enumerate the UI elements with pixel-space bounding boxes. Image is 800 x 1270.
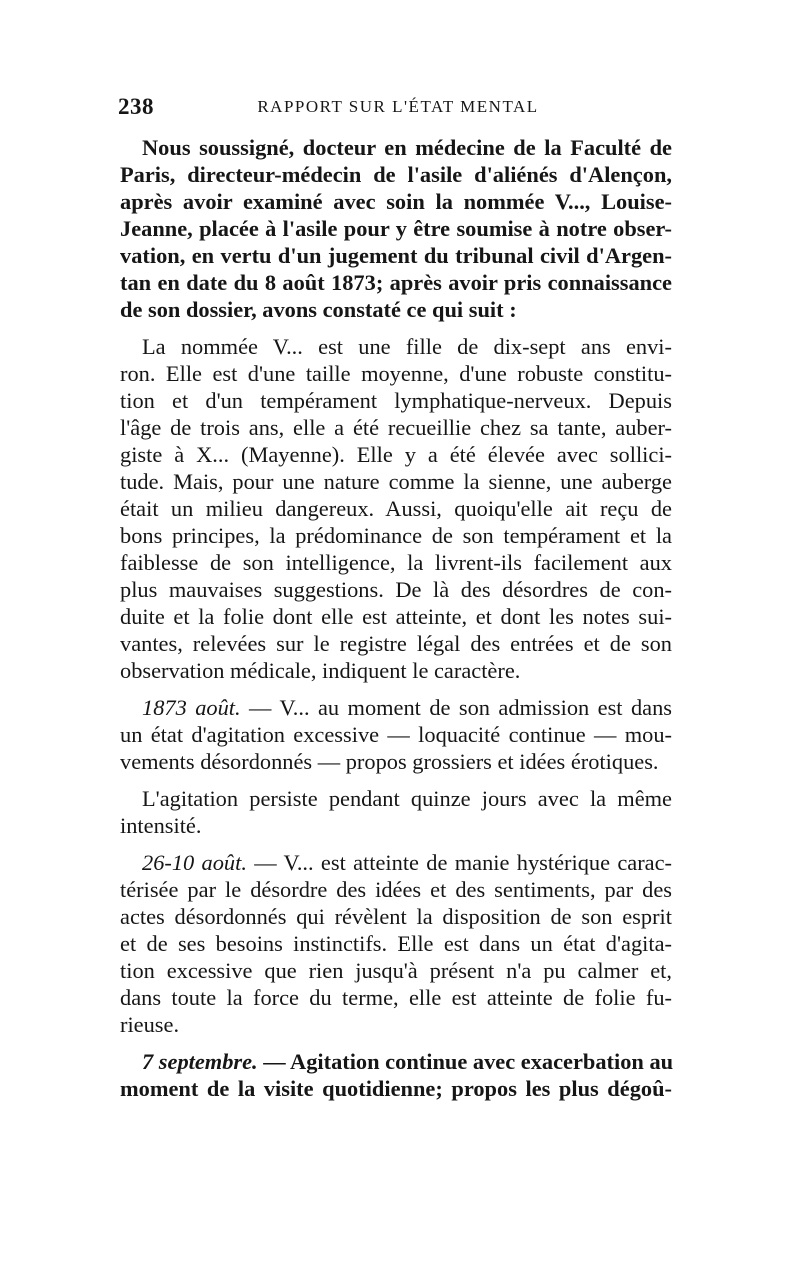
running-head: RAPPORT SUR L'ÉTAT MENTAL: [257, 97, 539, 116]
paragraph-entry-7-septembre: [120, 1048, 672, 1102]
text-line: L'agitation persiste pendant quinze jours avec la même: [142, 786, 672, 811]
entry-date: 26-10 août.: [142, 850, 247, 875]
page-header: [118, 94, 678, 118]
text-line: Nous soussigné, docteur en médecine de la Faculté de: [142, 135, 672, 160]
paragraph-entry-1873-aout: [120, 694, 672, 775]
text-line: faiblesse de son intelligence, la livrent-ils facilement aux: [120, 550, 672, 575]
text-line: vation, en vertu d'un jugement du tribunal civil d'Argen-: [120, 243, 672, 268]
text-line: de son dossier, avons constaté ce qui suit :: [120, 297, 517, 322]
text-line: observation médicale, indiquent le caractère.: [120, 658, 521, 683]
entry-text: — V... est atteinte de manie hystérique carac-: [246, 850, 672, 875]
text-line: plus mauvaises suggestions. De là des désordres de con-: [120, 577, 672, 602]
text-line: était un milieu dangereux. Aussi, quoiqu'elle ait reçu de: [120, 496, 672, 521]
text-line: tion excessive que rien jusqu'à présent n'a pu calmer et,: [120, 958, 672, 983]
text-line: bons principes, la prédominance de son tempérament et la: [120, 523, 672, 548]
text-line: La nommée V... est une fille de dix-sept ans envi-: [142, 334, 672, 359]
entry-text: — V... au moment de son admission est dans: [240, 695, 672, 720]
text-line: tion et d'un tempérament lymphatique-nerveux. Depuis: [120, 388, 672, 413]
text-line: Jeanne, placée à l'asile pour y être soumise à notre obser-: [120, 216, 672, 241]
text-line: rieuse.: [120, 1012, 180, 1037]
text-line: tan en date du 8 août 1873; après avoir pris connaissance: [120, 270, 672, 295]
text-line: ron. Elle est d'une taille moyenne, d'une robuste constitu-: [120, 361, 672, 386]
text-line: duite et la folie dont elle est atteinte, et dont les notes sui-: [120, 604, 672, 629]
text-line: [120, 694, 672, 721]
text-line: [120, 1048, 672, 1075]
text-line: dans toute la force du terme, elle est atteinte de folie fu-: [120, 985, 672, 1010]
text-line: tude. Mais, pour une nature comme la sienne, une auberge: [120, 469, 672, 494]
paragraph-certification: [120, 134, 672, 323]
text-line: vantes, relevées sur le registre légal des entrées et de son: [120, 631, 672, 656]
entry-text: — Agitation continue avec exacerbation au: [257, 1049, 674, 1074]
text-line: un état d'agitation excessive — loquacité continue — mou-: [120, 722, 672, 747]
entry-date: 1873 août.: [142, 695, 241, 720]
text-line: [120, 849, 672, 876]
paragraph-description: [120, 333, 672, 684]
text-line: intensité.: [120, 813, 202, 838]
text-line: Paris, directeur-médecin de l'asile d'aliénés d'Alençon,: [120, 162, 672, 187]
text-line: et de ses besoins instinctifs. Elle est dans un état d'agita-: [120, 931, 672, 956]
text-line: térisée par le désordre des idées et des sentiments, par des: [120, 877, 672, 902]
page-number: 238: [118, 94, 154, 119]
body-text: [120, 134, 672, 1112]
text-line: moment de la visite quotidienne; propos les plus dégoû-: [120, 1076, 672, 1101]
text-line: giste à X... (Mayenne). Elle y a été élevée avec sollici-: [120, 442, 672, 467]
text-line: vements désordonnés — propos grossiers et idées érotiques.: [120, 749, 659, 774]
paragraph-entry-26-10-aout: [120, 849, 672, 1038]
entry-date: 7 septembre.: [142, 1049, 258, 1074]
text-line: actes désordonnés qui révèlent la disposition de son esprit: [120, 904, 672, 929]
paragraph-agitation: [120, 785, 672, 839]
text-line: l'âge de trois ans, elle a été recueillie chez sa tante, auber-: [120, 415, 672, 440]
text-line: après avoir examiné avec soin la nommée V..., Louise-: [120, 189, 672, 214]
